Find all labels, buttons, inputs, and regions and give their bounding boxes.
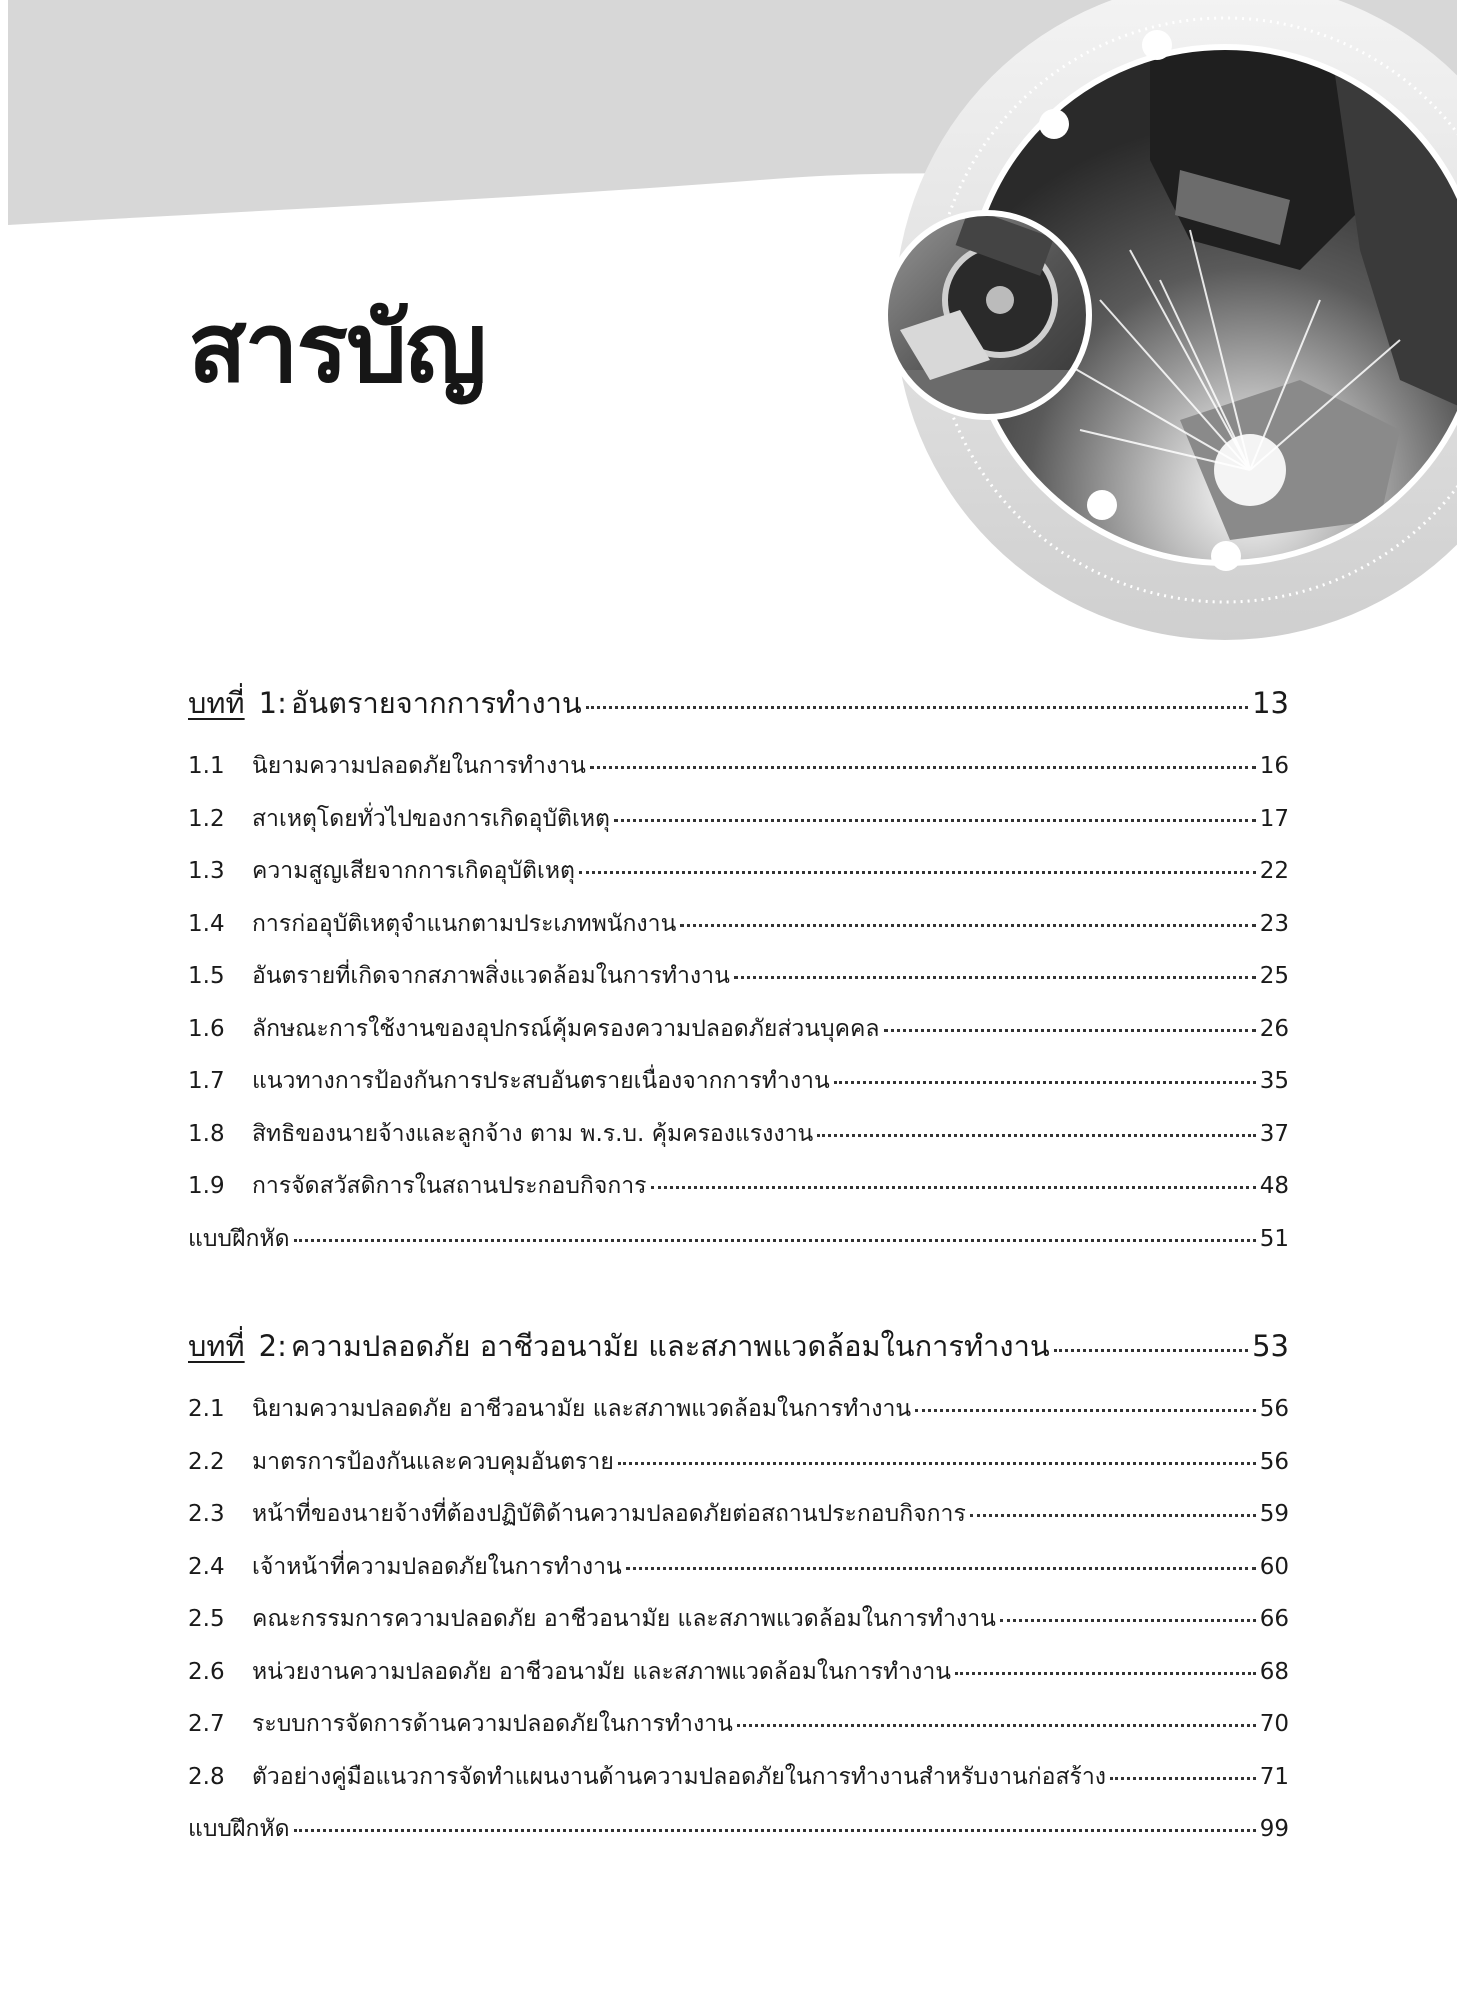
section-title: ความสูญเสียจากการเกิดอุบัติเหตุ bbox=[252, 858, 575, 884]
page-number: 13 bbox=[1252, 686, 1289, 720]
page-number: 16 bbox=[1259, 753, 1289, 779]
toc-entry[interactable] bbox=[188, 1011, 1289, 1064]
page-number: 66 bbox=[1259, 1606, 1289, 1632]
chapter-label: บทที่ bbox=[188, 686, 245, 720]
dot-leader bbox=[970, 1514, 1256, 1517]
section-title: คณะกรรมการความปลอดภัย อาชีวอนามัย และสภาพแวดล้อมในการทำงาน bbox=[252, 1606, 996, 1632]
toc-entry[interactable] bbox=[188, 958, 1289, 1011]
section-number: 1.4 bbox=[188, 910, 225, 937]
page-number: 68 bbox=[1259, 1658, 1289, 1685]
dot-leader bbox=[955, 1672, 1256, 1675]
dot-leader bbox=[737, 1724, 1256, 1727]
page-number: 23 bbox=[1259, 910, 1289, 937]
section-number: 2.6 bbox=[188, 1658, 225, 1685]
section-title: นิยามความปลอดภัยในการทำงาน bbox=[252, 753, 586, 779]
section-title: ตัวอย่างคู่มือแนวการจัดทำแผนงานด้านความปลอดภัยในการทำงานสำหรับงานก่อสร้าง bbox=[252, 1763, 1107, 1790]
dot-leader bbox=[579, 871, 1256, 874]
page-number: 60 bbox=[1259, 1553, 1289, 1580]
toc-entry[interactable] bbox=[188, 1116, 1289, 1169]
chapter-section bbox=[188, 680, 1289, 1273]
toc-entry[interactable] bbox=[188, 1168, 1289, 1221]
chapter-section bbox=[188, 1323, 1289, 1864]
dot-leader bbox=[680, 924, 1255, 927]
dot-leader bbox=[834, 1081, 1256, 1084]
section-title: แบบฝึกหัด bbox=[188, 1816, 290, 1842]
dot-leader bbox=[626, 1567, 1256, 1570]
section-title: มาตรการป้องกันและควบคุมอันตราย bbox=[252, 1448, 614, 1475]
dot-leader bbox=[734, 976, 1256, 979]
section-title: นิยามความปลอดภัย อาชีวอนามัย และสภาพแวดล้อมในการทำงาน bbox=[252, 1396, 912, 1422]
page-title: สารบัญ bbox=[188, 292, 485, 404]
toc-entry[interactable] bbox=[188, 1221, 1289, 1274]
page-number: 99 bbox=[1259, 1816, 1289, 1842]
dot-leader bbox=[618, 1462, 1256, 1465]
section-title: สาเหตุโดยทั่วไปของการเกิดอุบัติเหตุ bbox=[252, 805, 610, 832]
chapter-title: ความปลอดภัย อาชีวอนามัย และสภาพแวดล้อมในการทำงาน bbox=[290, 1329, 1050, 1363]
chapter-heading[interactable] bbox=[188, 680, 1289, 740]
dot-leader bbox=[1054, 1349, 1248, 1352]
section-title: ระบบการจัดการด้านความปลอดภัยในการทำงาน bbox=[252, 1711, 733, 1737]
chapter-number: 2: bbox=[258, 1329, 287, 1363]
chapter-title: อันตรายจากการทำงาน bbox=[290, 686, 582, 720]
toc-entry[interactable] bbox=[188, 1549, 1289, 1602]
dot-leader bbox=[1000, 1619, 1256, 1622]
toc-entry[interactable] bbox=[188, 748, 1289, 801]
toc-entry[interactable] bbox=[188, 906, 1289, 959]
section-number: 2.3 bbox=[188, 1501, 225, 1527]
section-title: อันตรายที่เกิดจากสภาพสิ่งแวดล้อมในการทำงาน bbox=[252, 963, 730, 989]
toc-entry[interactable] bbox=[188, 853, 1289, 906]
section-title: แบบฝึกหัด bbox=[188, 1225, 290, 1252]
section-number: 1.2 bbox=[188, 805, 225, 832]
toc-entry[interactable] bbox=[188, 1391, 1289, 1444]
page-number: 48 bbox=[1259, 1173, 1289, 1199]
section-title: หน่วยงานความปลอดภัย อาชีวอนามัย และสภาพแวดล้อมในการทำงาน bbox=[252, 1658, 951, 1685]
section-number: 1.9 bbox=[188, 1173, 225, 1199]
dot-leader bbox=[586, 706, 1248, 709]
toc-entry[interactable] bbox=[188, 1496, 1289, 1549]
section-number: 2.2 bbox=[188, 1448, 225, 1475]
page-number: 22 bbox=[1259, 858, 1289, 884]
section-title: เจ้าหน้าที่ความปลอดภัยในการทำงาน bbox=[252, 1553, 622, 1580]
dot-leader bbox=[614, 819, 1256, 822]
dot-leader bbox=[590, 766, 1256, 769]
chapter-heading[interactable] bbox=[188, 1323, 1289, 1383]
page-number: 26 bbox=[1259, 1015, 1289, 1042]
section-number: 1.3 bbox=[188, 858, 225, 884]
toc-entry[interactable] bbox=[188, 1811, 1289, 1864]
page-number: 56 bbox=[1259, 1448, 1289, 1475]
toc-entry[interactable] bbox=[188, 1601, 1289, 1654]
dot-leader bbox=[651, 1186, 1256, 1189]
section-number: 2.1 bbox=[188, 1396, 225, 1422]
toc-entry[interactable] bbox=[188, 1706, 1289, 1759]
page-number: 35 bbox=[1259, 1068, 1289, 1094]
section-title: ลักษณะการใช้งานของอุปกรณ์คุ้มครองความปลอดภัยส่วนบุคคล bbox=[252, 1015, 880, 1042]
page-number: 59 bbox=[1259, 1501, 1289, 1527]
dot-leader bbox=[915, 1409, 1256, 1412]
toc-entry[interactable] bbox=[188, 1444, 1289, 1497]
page-number: 70 bbox=[1259, 1711, 1289, 1737]
section-number: 1.1 bbox=[188, 753, 225, 779]
page-number: 25 bbox=[1259, 963, 1289, 989]
section-title: การก่ออุบัติเหตุจำแนกตามประเภทพนักงาน bbox=[252, 910, 677, 937]
section-number: 2.4 bbox=[188, 1553, 225, 1580]
toc-entry[interactable] bbox=[188, 1759, 1289, 1812]
page-number: 17 bbox=[1259, 805, 1289, 832]
table-of-contents bbox=[188, 680, 1289, 1914]
dot-leader bbox=[1110, 1777, 1256, 1780]
section-number: 2.5 bbox=[188, 1606, 225, 1632]
section-title: สิทธิของนายจ้างและลูกจ้าง ตาม พ.ร.บ. คุ้มครองแรงงาน bbox=[252, 1120, 814, 1147]
section-number: 1.6 bbox=[188, 1015, 225, 1042]
section-number: 1.7 bbox=[188, 1068, 225, 1094]
dot-leader bbox=[294, 1239, 1256, 1242]
page-number: 56 bbox=[1259, 1396, 1289, 1422]
dot-leader bbox=[884, 1029, 1256, 1032]
section-title: การจัดสวัสดิการในสถานประกอบกิจการ bbox=[252, 1173, 647, 1199]
dot-leader bbox=[294, 1829, 1256, 1832]
toc-entry[interactable] bbox=[188, 801, 1289, 854]
chapter-label: บทที่ bbox=[188, 1329, 245, 1363]
section-title: หน้าที่ของนายจ้างที่ต้องปฏิบัติด้านความปลอดภัยต่อสถานประกอบกิจการ bbox=[252, 1501, 966, 1527]
page-number: 53 bbox=[1252, 1329, 1289, 1363]
toc-entry[interactable] bbox=[188, 1654, 1289, 1707]
page-number: 71 bbox=[1259, 1763, 1289, 1790]
page-number: 51 bbox=[1259, 1225, 1289, 1252]
section-title: แนวทางการป้องกันการประสบอันตรายเนื่องจากการทำงาน bbox=[252, 1068, 830, 1094]
chapter-number: 1: bbox=[258, 686, 287, 720]
dot-leader bbox=[817, 1134, 1255, 1137]
section-number: 1.5 bbox=[188, 963, 225, 989]
section-number: 1.8 bbox=[188, 1120, 225, 1147]
toc-entry[interactable] bbox=[188, 1063, 1289, 1116]
page-number: 37 bbox=[1259, 1120, 1289, 1147]
section-number: 2.7 bbox=[188, 1711, 225, 1737]
section-number: 2.8 bbox=[188, 1763, 225, 1790]
